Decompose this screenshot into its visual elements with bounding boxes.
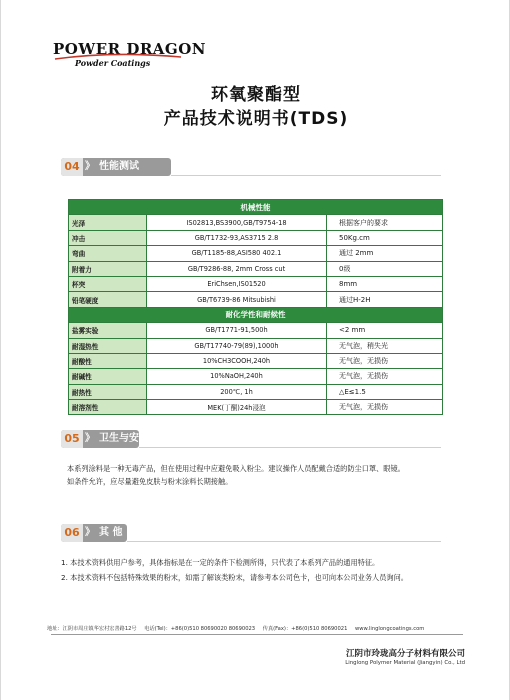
other-note-2: 2. 本技术资料不包括特殊效果的粉末，如需了解该类粉末，请参考本公司色卡，也可向本公司业务人员询问。 xyxy=(61,573,408,582)
test-name-cell: 附着力 xyxy=(69,261,147,276)
table-row xyxy=(69,323,443,338)
footer-phone: 电话(Tel)：+86(0)510 80690020 80690023 xyxy=(144,626,256,632)
logo-tagline: Powder Coatings xyxy=(75,58,151,68)
chemical-header-row xyxy=(69,307,443,322)
footer-contacts xyxy=(47,625,467,632)
section-title: 其 他 xyxy=(99,527,123,538)
section-number: 04 xyxy=(61,158,83,176)
test-name-cell: 光泽 xyxy=(69,215,147,230)
table-row xyxy=(69,338,443,353)
section-header-performance xyxy=(61,158,441,176)
footer-fax: 传真(Fax)：+86(0)510 80690021 xyxy=(262,626,348,632)
test-standard-cell: GB/T17740-79(89),1000h xyxy=(147,338,327,353)
table-row xyxy=(69,384,443,399)
test-result-cell: 无气泡，无损伤 xyxy=(327,353,443,368)
safety-line-2: 如条件允许，应尽量避免皮肤与粉末涂料长期接触。 xyxy=(67,477,233,486)
test-result-cell: 无气泡，稍失光 xyxy=(327,338,443,353)
test-standard-cell: MEK(丁酮)24h浸泡 xyxy=(147,400,327,415)
test-standard-cell: 10%CH3COOH,240h xyxy=(147,353,327,368)
logo-brand: POWER DRAGON xyxy=(53,40,207,58)
table-row xyxy=(69,215,443,230)
table-row xyxy=(69,292,443,307)
test-name-cell: 冲击 xyxy=(69,230,147,245)
footer-address: 地址：江阴市周庄镇华宏村宏善路12号 xyxy=(47,626,137,632)
section-number: 06 xyxy=(61,524,83,542)
test-standard-cell: 10%NaOH,240h xyxy=(147,369,327,384)
table-row xyxy=(69,276,443,291)
test-name-cell: 耐湿热性 xyxy=(69,338,147,353)
company-name-cn: 江阴市玲珑高分子材料有限公司 xyxy=(345,649,465,659)
company-name-en: Linglong Polymer Material (Jiangyin) Co., Ltd xyxy=(345,660,465,666)
test-name-cell: 耐酸性 xyxy=(69,353,147,368)
safety-text xyxy=(67,462,457,488)
section-divider xyxy=(171,175,441,176)
test-name-cell: 弯曲 xyxy=(69,246,147,261)
section-header-safety xyxy=(61,430,441,448)
performance-table xyxy=(68,199,443,415)
other-notes xyxy=(61,555,461,585)
test-standard-cell: GB/T1771-91,500h xyxy=(147,323,327,338)
test-name-cell: 耐热性 xyxy=(69,384,147,399)
company-logo xyxy=(53,40,207,74)
test-result-cell: 8mm xyxy=(327,276,443,291)
safety-line-1: 本系列涂料是一种无毒产品，但在使用过程中应避免吸入粉尘。建议操作人员配戴合适的防尘口罩、眼镜。 xyxy=(67,464,405,473)
section-title: 性能测试 xyxy=(99,161,139,172)
table-row xyxy=(69,261,443,276)
footer-website-link[interactable]: www.linglongcoatings.com xyxy=(355,626,425,632)
test-result-cell: 50Kg.cm xyxy=(327,230,443,245)
table-row xyxy=(69,400,443,415)
test-name-cell: 耐碱性 xyxy=(69,369,147,384)
table-row xyxy=(69,369,443,384)
table-row xyxy=(69,353,443,368)
test-standard-cell: GB/T6739-86 Mitsubishi xyxy=(147,292,327,307)
test-standard-cell: GB/T9286-88, 2mm Cross cut xyxy=(147,261,327,276)
test-result-cell: 通过H-2H xyxy=(327,292,443,307)
test-name-cell: 盐雾实验 xyxy=(69,323,147,338)
chevron-right-icon: 》 xyxy=(85,527,95,538)
test-result-cell: △E≤1.5 xyxy=(327,384,443,399)
chevron-right-icon: 》 xyxy=(85,433,95,444)
test-result-cell: 通过 2mm xyxy=(327,246,443,261)
section-divider xyxy=(127,541,441,542)
table-section-heading: 机械性能 xyxy=(69,200,443,215)
table-row xyxy=(69,230,443,245)
section-divider xyxy=(139,447,441,448)
section-title: 卫生与安全 xyxy=(99,433,149,444)
test-name-cell: 杯突 xyxy=(69,276,147,291)
test-result-cell: 无气泡，无损伤 xyxy=(327,400,443,415)
test-result-cell: 0级 xyxy=(327,261,443,276)
test-standard-cell: IS02813,BS3900,GB/T9754-18 xyxy=(147,215,327,230)
section-number: 05 xyxy=(61,430,83,448)
footer-divider xyxy=(51,634,463,635)
test-standard-cell: 200℃, 1h xyxy=(147,384,327,399)
test-name-cell: 铅笔硬度 xyxy=(69,292,147,307)
test-result-cell: 无气泡，无损伤 xyxy=(327,369,443,384)
test-result-cell: <2 mm xyxy=(327,323,443,338)
document-title-line1: 环氧聚酯型 xyxy=(211,85,301,105)
table-section-heading: 耐化学性和耐候性 xyxy=(69,307,443,322)
chevron-right-icon: 》 xyxy=(85,161,95,172)
test-name-cell: 耐溶剂性 xyxy=(69,400,147,415)
table-row xyxy=(69,246,443,261)
test-result-cell: 根据客户的要求 xyxy=(327,215,443,230)
section-header-other xyxy=(61,524,441,542)
test-standard-cell: GB/T1185-88,ASI580 402.1 xyxy=(147,246,327,261)
mechanical-header-row xyxy=(69,200,443,215)
test-standard-cell: EriChsen,IS01520 xyxy=(147,276,327,291)
test-standard-cell: GB/T1732-93,AS3715 2.8 xyxy=(147,230,327,245)
other-note-1: 1. 本技术资料供用户参考，具体指标是在一定的条件下检测所得，只代表了本系列产品的通用特征。 xyxy=(61,558,380,567)
document-title-line2: 产品技术说明书(TDS) xyxy=(163,109,349,129)
